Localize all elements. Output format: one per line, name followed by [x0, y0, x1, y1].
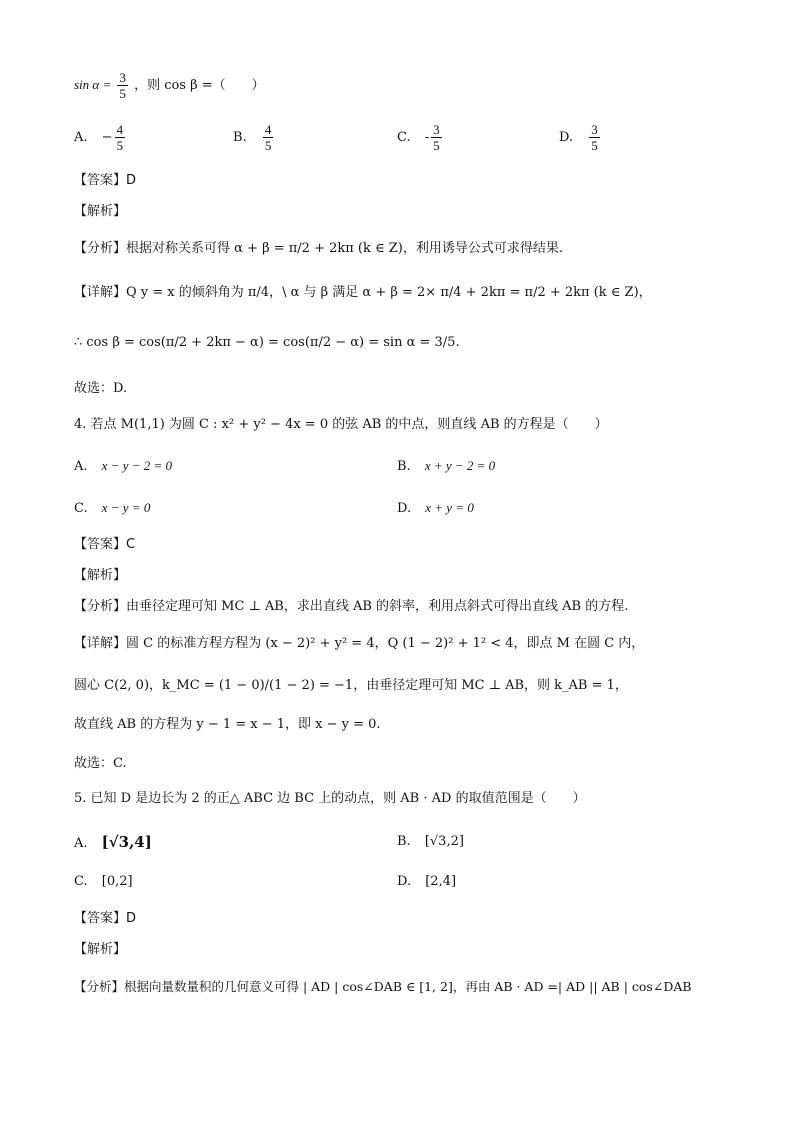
- q4-choose: 故选：C.: [74, 756, 127, 771]
- q3-choose: 故选：D.: [74, 381, 128, 396]
- q4-option-c: C. x − y = 0: [74, 500, 151, 516]
- q4-detail-3: 故直线 AB 的方程为 y − 1 = x − 1，即 x − y = 0.: [74, 717, 381, 732]
- q5-option-c: C. [0,2]: [74, 874, 133, 889]
- q5-analysis-fenxi: 【分析】根据向量数量积的几何意义可得 | AD | cos∠DAB ∈ [1, 2]，再由 AB · AD =| AD || AB | cos∠DAB: [74, 979, 692, 994]
- q4-stem: 4. 若点 M(1,1) 为圆 C : x² + y² − 4x = 0 的弦 AB 的中点，则直线 AB 的方程是（ ）: [74, 417, 608, 432]
- q4-analysis-label: 【解析】: [74, 568, 127, 583]
- q3-analysis-fenxi: 【分析】根据对称关系可得 α + β = π/2 + 2kπ (k ∈ Z)，利用诱导公式可求得结果.: [74, 241, 563, 256]
- q4-option-b: B. x + y − 2 = 0: [397, 458, 496, 474]
- q4-answer: 【答案】C: [74, 537, 136, 552]
- q3-answer: 【答案】D: [74, 173, 137, 188]
- q4-analysis-fenxi: 【分析】由垂径定理可知 MC ⊥ AB，求出直线 AB 的斜率，利用点斜式可得出直线 AB 的方程.: [74, 599, 629, 614]
- q3-option-b: B. $\frac{4}{5}$: [233, 122, 272, 153]
- q5-answer: 【答案】D: [74, 911, 137, 926]
- q3-option-a: A. − $\frac{4}{5}$: [74, 122, 124, 153]
- q5-option-d: D. [2,4]: [397, 874, 457, 889]
- q5-analysis-label: 【解析】: [74, 942, 127, 957]
- q3-stem-fraction: $\frac{3}{5}$: [119, 70, 126, 101]
- q3-detail-2: ∴ cos β = cos(π/2 + 2kπ − α) = cos(π/2 − α) = sin α = 3/5.: [74, 335, 460, 350]
- q3-stem: sin α = $\frac{3}{5}$ ，则 cos β =（ ）: [74, 70, 265, 101]
- q3-detail-1: 【详解】Q y = x 的倾斜角为 π/4，\ α 与 β 满足 α + β = 2× π/4 + 2kπ = π/2 + 2kπ (k ∈ Z)，: [74, 285, 652, 300]
- q3-analysis-label: 【解析】: [74, 204, 127, 219]
- q3-option-c: C. - $\frac{3}{5}$: [397, 122, 440, 153]
- q3-option-d: D. $\frac{3}{5}$: [559, 122, 598, 153]
- q5-option-b: B. [√3,2]: [397, 834, 464, 849]
- q5-option-a: A. [√3,4]: [74, 833, 152, 851]
- q4-option-d: D. x + y = 0: [397, 500, 474, 516]
- q4-detail-2: 圆心 C(2, 0)，k_MC = (1 − 0)/(1 − 2) = −1，由垂径定理可知 MC ⊥ AB，则 k_AB = 1，: [74, 678, 628, 693]
- q4-detail-1: 【详解】圆 C 的标准方程方程为 (x − 2)² + y² = 4，Q (1 − 2)² + 1² < 4，即点 M 在圆 C 内，: [74, 636, 645, 651]
- q4-option-a: A. x − y − 2 = 0: [74, 458, 173, 474]
- q5-stem: 5. 已知 D 是边长为 2 的正△ ABC 边 BC 上的动点，则 AB · AD 的取值范围是（ ）: [74, 791, 586, 806]
